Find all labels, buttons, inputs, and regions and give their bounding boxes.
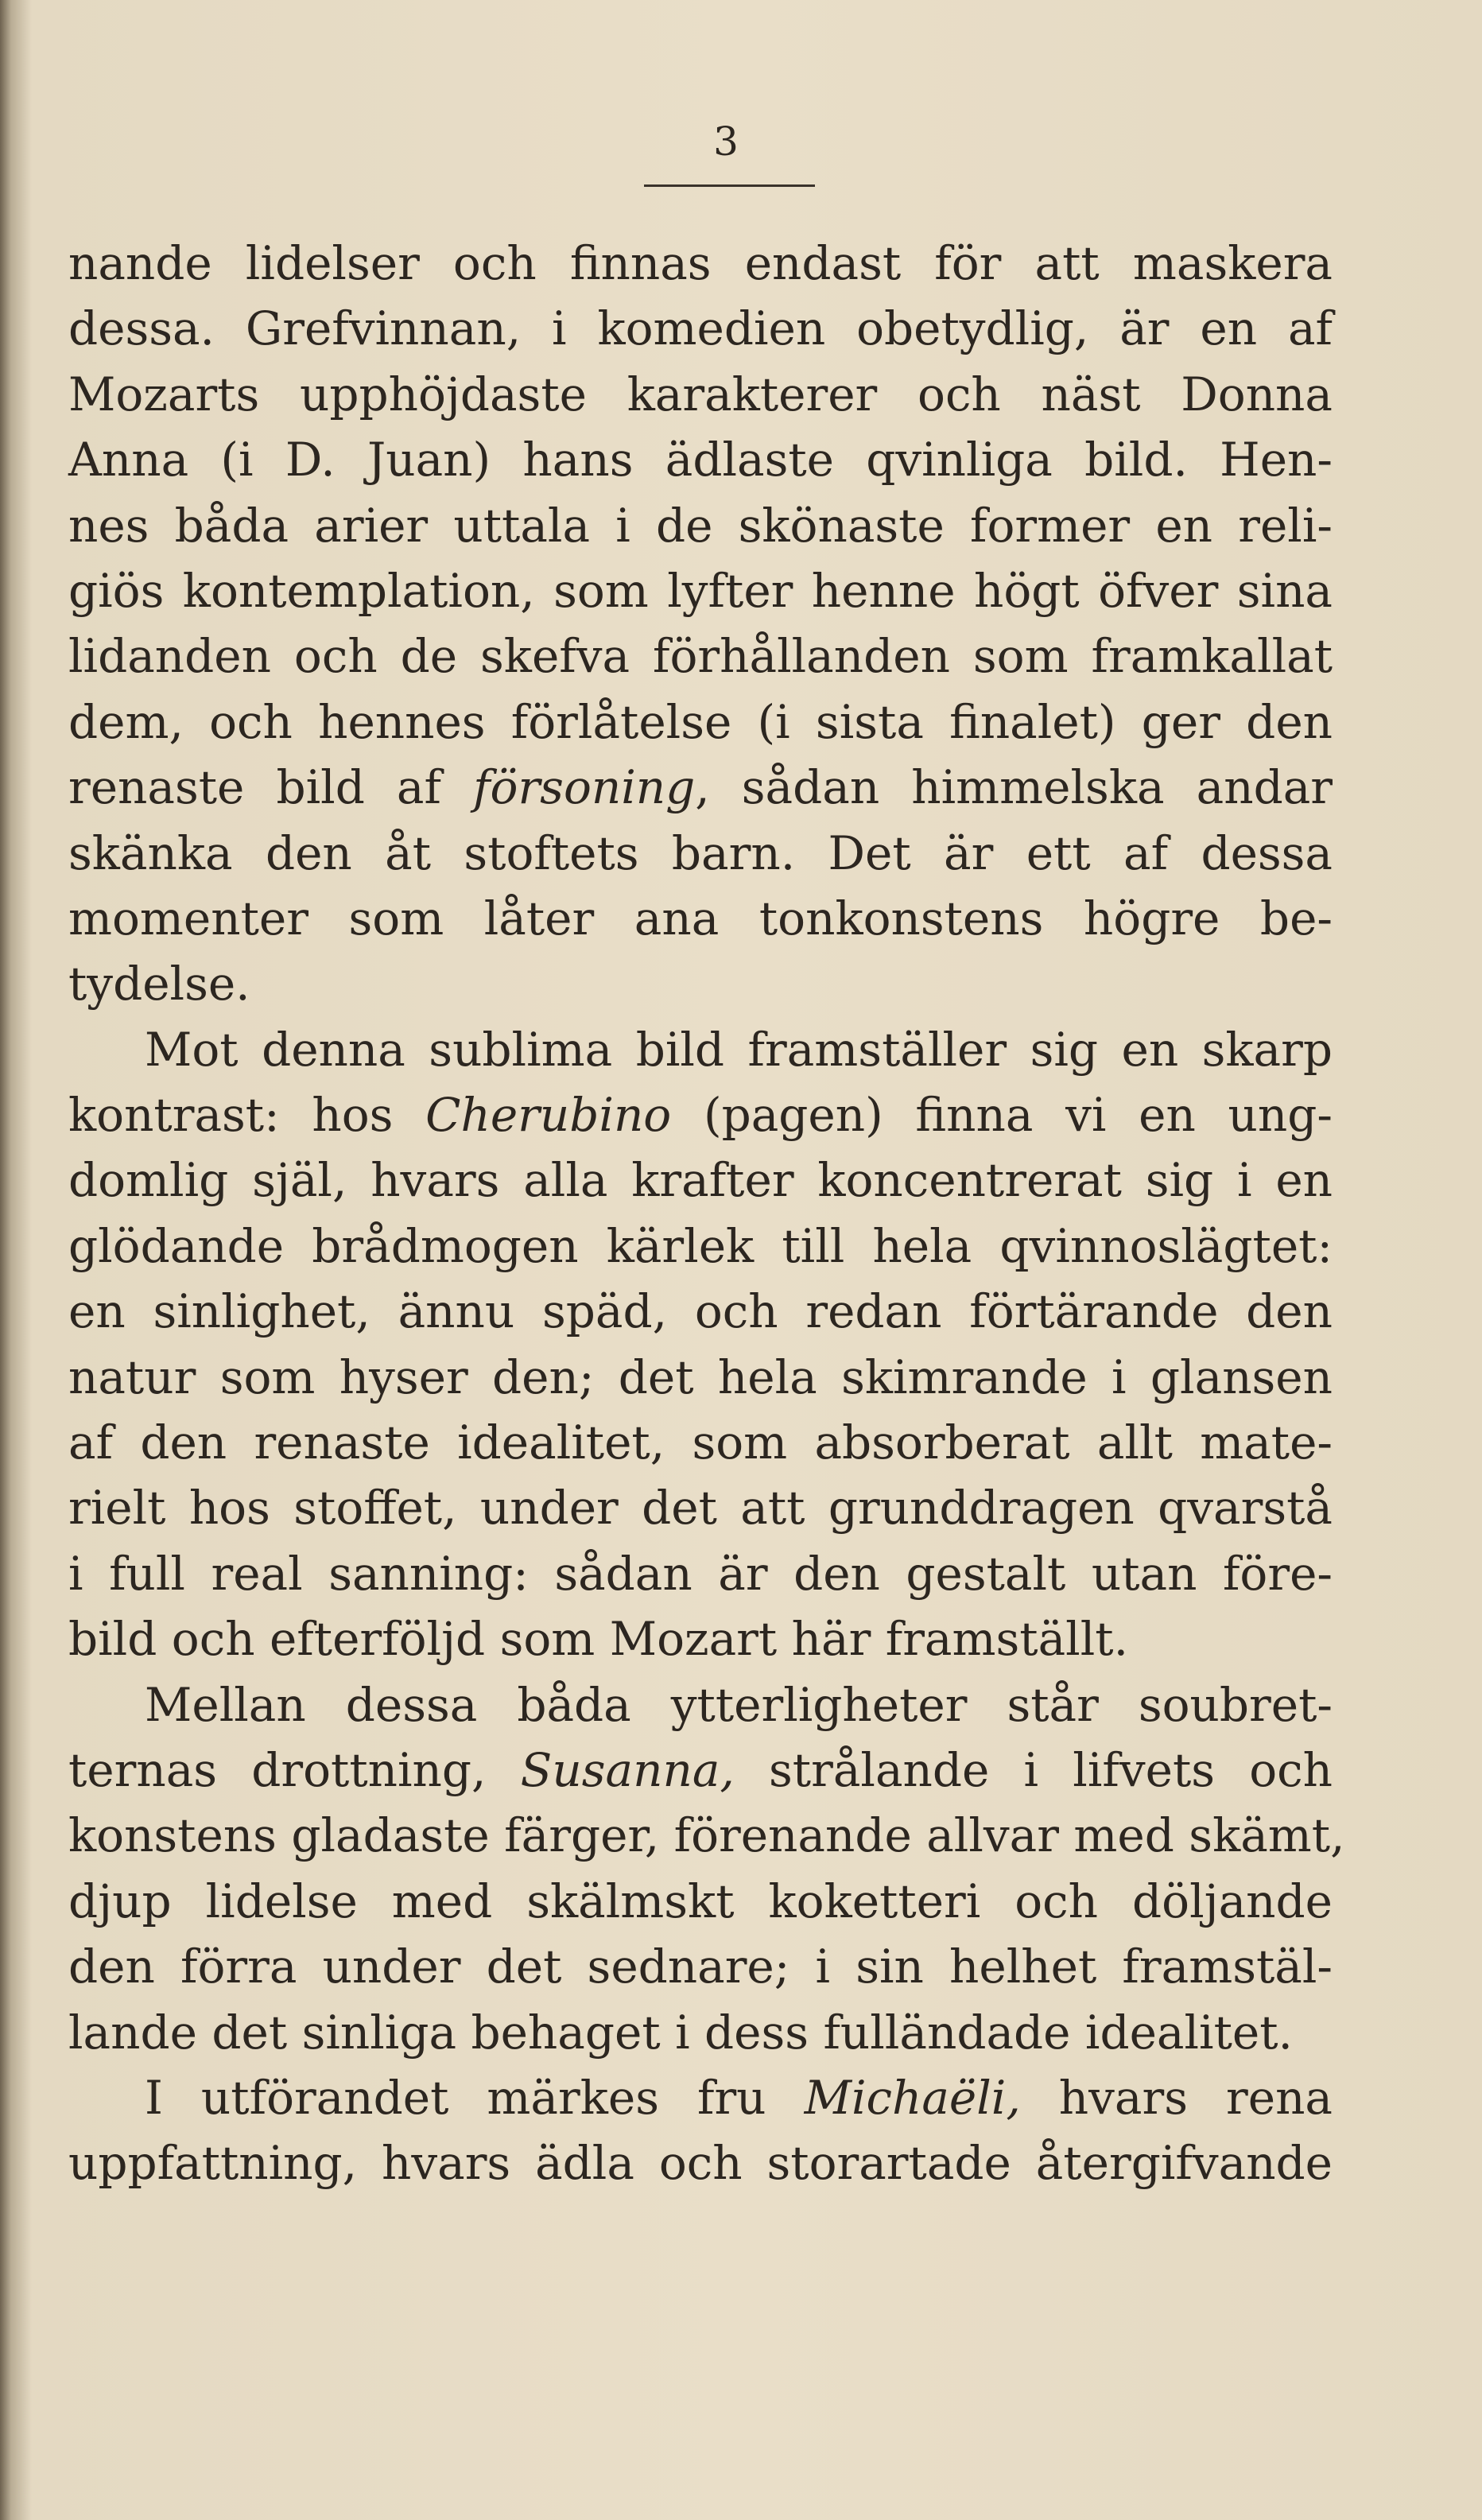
line-text-after: hvars rena	[1020, 2070, 1333, 2125]
text-line: lande det sinliga behaget i dess fulländade idealitet.	[68, 2005, 1293, 2060]
text-line: skänka den åt stoftets barn. Det är ett af dessa	[68, 825, 1333, 880]
text-line: Anna (i D. Juan) hans ädlaste qvinliga bild. Hen-	[68, 433, 1333, 487]
italic-term: Susanna,	[520, 1742, 735, 1797]
text-line: konstens gladaste färger, förenande allvar med skämt,	[68, 1808, 1345, 1863]
text-line: en sinlighet, ännu späd, och redan förtärande den	[68, 1284, 1333, 1339]
text-line: nes båda arier uttala i de skönaste former en reli-	[68, 498, 1333, 553]
italic-term: Cherubino	[425, 1088, 672, 1143]
line-text-after: strålande i lifvets och	[734, 1742, 1333, 1797]
text-line: rielt hos stoffet, under det att grunddragen qvarstå	[68, 1481, 1333, 1536]
line-text-after: , sådan himmelska andar	[695, 760, 1333, 815]
text-line: Mot denna sublima bild framställer sig en skarp	[145, 1022, 1333, 1077]
text-line: giös kontemplation, som lyfter henne högt öfver sina	[68, 563, 1333, 618]
line-text-before: kontrast: hos	[68, 1088, 426, 1143]
body-text	[68, 231, 1345, 2196]
text-line	[68, 2065, 1333, 2130]
page-number: 3	[713, 118, 739, 165]
italic-term: försoning	[473, 760, 696, 815]
text-line: tydelse.	[68, 957, 250, 1011]
text-line: lidanden och de skefva förhållanden som framkallat	[68, 629, 1333, 684]
text-line: den förra under det sednare; i sin helhet framstäl-	[68, 1940, 1333, 1994]
text-line: uppfattning, hvars ädla och storartade återgifvande	[68, 2136, 1333, 2191]
text-line: i full real sanning: sådan är den gestalt utan före-	[68, 1546, 1333, 1601]
text-line	[68, 1082, 1333, 1147]
text-line: dessa. Grefvinnan, i komedien obetydlig, är en af	[68, 301, 1333, 356]
text-line: af den renaste idealitet, som absorberat allt mate-	[68, 1415, 1333, 1470]
page-number-rule	[644, 184, 815, 187]
text-line: glödande brådmogen kärlek till hela qvinnoslägtet:	[68, 1218, 1333, 1273]
text-line: natur som hyser den; det hela skimrande i glansen	[68, 1349, 1333, 1404]
text-line: bild och efterföljd som Mozart här framställt.	[68, 1612, 1129, 1667]
text-line: domlig själ, hvars alla krafter koncentrerat sig i en	[68, 1153, 1333, 1208]
line-text-before: I utförandet märkes fru	[145, 2070, 805, 2125]
text-line: djup lidelse med skälmskt koketteri och döljande	[68, 1873, 1333, 1928]
text-line: dem, och hennes förlåtelse (i sista finalet) ger den	[68, 694, 1333, 749]
line-text-after: (pagen) finna vi en ung-	[671, 1088, 1333, 1143]
text-line: Mellan dessa båda ytterligheter står soubret-	[145, 1677, 1333, 1732]
text-line: momenter som låter ana tonkonstens högre be-	[68, 891, 1333, 945]
text-line	[68, 755, 1333, 820]
italic-term: Michaëli,	[804, 2070, 1021, 2125]
text-line: nande lidelser och finnas endast för att maskera	[68, 236, 1333, 290]
line-text-before: renaste bild af	[68, 760, 474, 815]
text-line	[68, 1738, 1333, 1803]
line-text-before: ternas drottning,	[68, 1742, 521, 1797]
text-line: Mozarts upphöjdaste karakterer och näst Donna	[68, 367, 1333, 421]
